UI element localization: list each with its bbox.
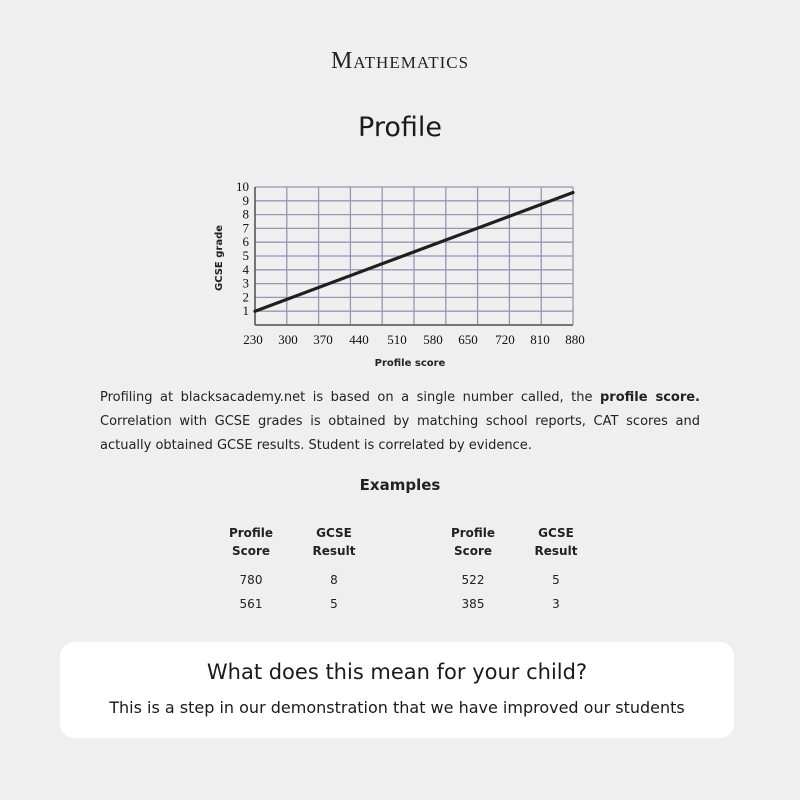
cell-score: 561 — [239, 597, 263, 611]
col-header-line: GCSE — [316, 526, 352, 540]
col-header-profile-score — [217, 524, 285, 568]
chart-svg — [0, 0, 800, 380]
col-header-profile-score — [439, 524, 507, 568]
table-row — [217, 592, 383, 616]
x-tick-label: 650 — [458, 332, 478, 347]
x-tick-label: 720 — [495, 332, 515, 347]
col-header-line: Profile — [450, 526, 496, 540]
cta-text: This is a step in our demonstration that we have improved our students — [109, 698, 685, 717]
cell-score: 522 — [461, 573, 485, 587]
cell-score: 780 — [239, 573, 263, 587]
x-tick-label: 880 — [565, 332, 585, 347]
examples-table-left — [217, 524, 383, 616]
x-tick-label: 300 — [278, 332, 298, 347]
cell-result: 5 — [330, 597, 338, 611]
col-header-gcse-result — [285, 524, 383, 568]
table-row — [439, 592, 605, 616]
col-header-line: Result — [534, 544, 578, 558]
examples-table-right — [439, 524, 605, 616]
page-title: Profile — [358, 112, 442, 143]
y-tick-label: 6 — [242, 234, 249, 250]
col-header-line: Result — [312, 544, 356, 558]
y-tick-label: 9 — [242, 192, 249, 208]
col-header-line: Score — [453, 544, 493, 558]
table-row — [217, 568, 383, 592]
cta-heading: What does this mean for your child? — [206, 660, 588, 684]
col-header-line: GCSE — [538, 526, 574, 540]
y-tick-label: 1 — [242, 303, 249, 319]
y-tick-label: 8 — [242, 206, 249, 222]
x-tick-label: 230 — [243, 332, 263, 347]
cell-score: 385 — [461, 597, 485, 611]
y-tick-label: 5 — [242, 248, 249, 263]
profile-chart — [0, 0, 800, 380]
description-bold: profile score. — [599, 390, 700, 405]
subject-heading: Mathematics — [330, 48, 470, 74]
y-axis-label: GCSE grade — [214, 224, 225, 292]
description-part1: Profiling at blacksacademy.net is based on a single number called, the — [100, 390, 600, 405]
x-tick-label: 810 — [530, 332, 550, 347]
y-tick-label: 3 — [242, 275, 249, 291]
cell-result: 8 — [330, 573, 338, 587]
cell-result: 3 — [552, 597, 560, 611]
x-axis-label: Profile score — [374, 358, 446, 369]
col-header-line: Profile — [228, 526, 274, 540]
cta-card — [60, 642, 734, 738]
table-row — [439, 568, 605, 592]
x-tick-label: 440 — [349, 332, 369, 347]
description-paragraph — [100, 386, 700, 458]
x-tick-label: 370 — [313, 332, 333, 347]
cell-result: 5 — [552, 573, 560, 587]
col-header-gcse-result — [507, 524, 605, 568]
y-tick-label: 4 — [242, 261, 249, 277]
y-tick-label: 2 — [242, 289, 249, 305]
examples-title: Examples — [359, 476, 441, 494]
x-tick-label: 580 — [423, 332, 443, 347]
x-tick-label: 510 — [387, 332, 407, 347]
y-tick-label: 10 — [236, 179, 249, 194]
description-part2: Correlation with GCSE grades is obtained by matching school reports, CAT scores and actually obtained GCSE results. Student is correlated by evidence. — [100, 414, 700, 453]
y-tick-label: 7 — [242, 220, 249, 236]
col-header-line: Score — [231, 544, 271, 558]
